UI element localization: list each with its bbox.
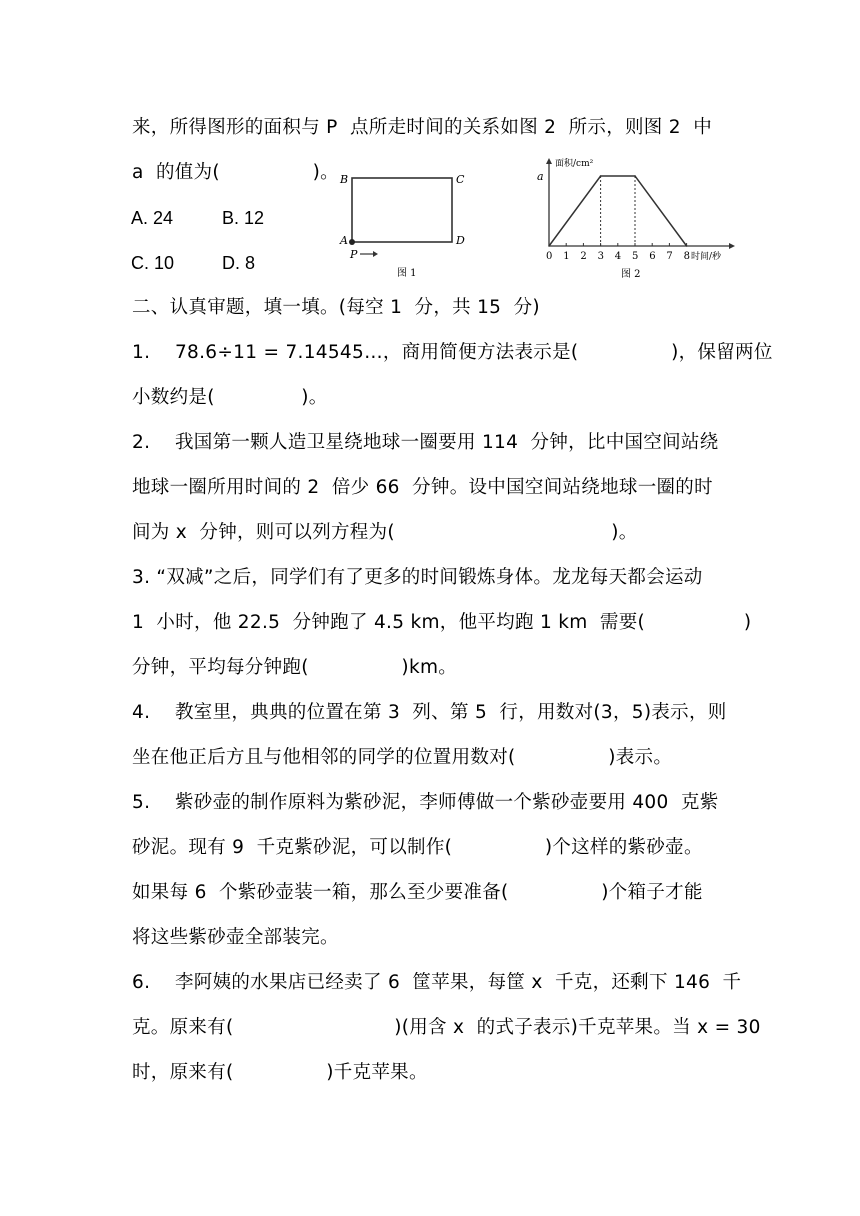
question-5-line-1: 5. 紫砂壶的制作原料为紫砂泥，李师傅做一个紫砂壶要用 400 克紫 [132, 792, 719, 813]
x-tick-label-6: 6 [649, 251, 656, 262]
x-tick-label-4: 4 [614, 251, 622, 262]
data-point-3 [686, 245, 688, 247]
x-axis-label: 时间/秒 [691, 252, 722, 262]
direction-arrow-head [373, 251, 378, 257]
rectangle-abcd [352, 178, 452, 242]
label-p: P [350, 248, 358, 261]
question-1-line-1: 1. 78.6÷11 = 7.14545…，商用简便方法表示是( )，保留两位 [132, 342, 773, 363]
question-6-line-1: 6. 李阿姨的水果店已经卖了 6 筐苹果，每筐 x 千克，还剩下 146 千 [132, 972, 742, 993]
figure-1-svg [335, 163, 475, 283]
question-4-line-2: 坐在他正后方且与他相邻的同学的位置用数对( )表示。 [132, 747, 673, 768]
figure-2-chart [533, 155, 743, 285]
intro-line-1: 来，所得图形的面积与 P 点所走时间的关系如图 2 所示，则图 2 中 [132, 117, 713, 138]
x-tick-label-7: 7 [666, 251, 673, 262]
x-tick-label-5: 5 [632, 251, 639, 262]
question-3-line-1: 3. “双减”之后，同学们有了更多的时间锻炼身体。龙龙每天都会运动 [132, 567, 703, 588]
y-axis-arrow [546, 158, 552, 164]
y-axis-label: 面积/cm² [555, 159, 594, 169]
section-2-heading: 二、认真审题，填一填。(每空 1 分，共 15 分) [132, 297, 540, 318]
question-3-line-2: 1 小时，他 22.5 分钟跑了 4.5 km，他平均跑 1 km 需要( ) [132, 612, 752, 633]
question-2-line-2: 地球一圈所用时间的 2 倍少 66 分钟。设中国空间站绕地球一圈的时 [132, 477, 713, 498]
label-d: D [456, 234, 465, 247]
x-tick-label-0: 0 [546, 251, 553, 262]
x-tick-label-8: 8 [683, 251, 690, 262]
label-b: B [340, 173, 349, 186]
option-b: B. 12 [222, 208, 265, 228]
question-4-line-1: 4. 教室里，典典的位置在第 3 列、第 5 行，用数对(3，5)表示，则 [132, 702, 727, 723]
question-5-line-4: 将这些紫砂壶全部装完。 [132, 927, 339, 948]
x-tick-label-3: 3 [597, 251, 604, 262]
point-p-dot [349, 239, 355, 245]
figure-1 [335, 163, 475, 283]
x-tick-label-2: 2 [580, 251, 587, 262]
x-axis-arrow [729, 243, 735, 249]
question-6-line-2: 克。原来有( )(用含 x 的式子表示)千克苹果。当 x = 30 [132, 1017, 761, 1038]
question-2-line-1: 2. 我国第一颗人造卫星绕地球一圈要用 114 分钟，比中国空间站绕 [132, 432, 719, 453]
label-a: A [340, 234, 348, 247]
question-2-line-3: 间为 x 分钟，则可以列方程为( )。 [132, 522, 638, 543]
data-point-1 [600, 175, 602, 177]
y-tick-label-a: a [537, 170, 544, 183]
option-a: A. 24 [131, 208, 174, 228]
question-5-line-2: 砂泥。现有 9 千克紫砂泥，可以制作( )个这样的紫砂壶。 [132, 837, 703, 858]
question-5-line-3: 如果每 6 个紫砂壶装一箱，那么至少要准备( )个箱子才能 [132, 882, 703, 903]
intro-line-2: a 的值为( )。 [132, 162, 339, 183]
figure-2 [533, 155, 743, 285]
question-6-line-3: 时，原来有( )千克苹果。 [132, 1062, 428, 1083]
figure-1-caption: 图 1 [397, 268, 417, 279]
question-1-line-2: 小数约是( )。 [132, 387, 328, 408]
question-3-line-3: 分钟，平均每分钟跑( )km。 [132, 657, 458, 678]
x-tick-label-1: 1 [563, 251, 570, 262]
data-point-0 [548, 245, 550, 247]
option-c: C. 10 [131, 253, 175, 273]
figure-2-caption: 图 2 [621, 269, 641, 280]
option-d: D. 8 [222, 253, 256, 273]
data-point-2 [634, 175, 636, 177]
label-c: C [456, 173, 465, 186]
area-time-line [549, 176, 687, 246]
